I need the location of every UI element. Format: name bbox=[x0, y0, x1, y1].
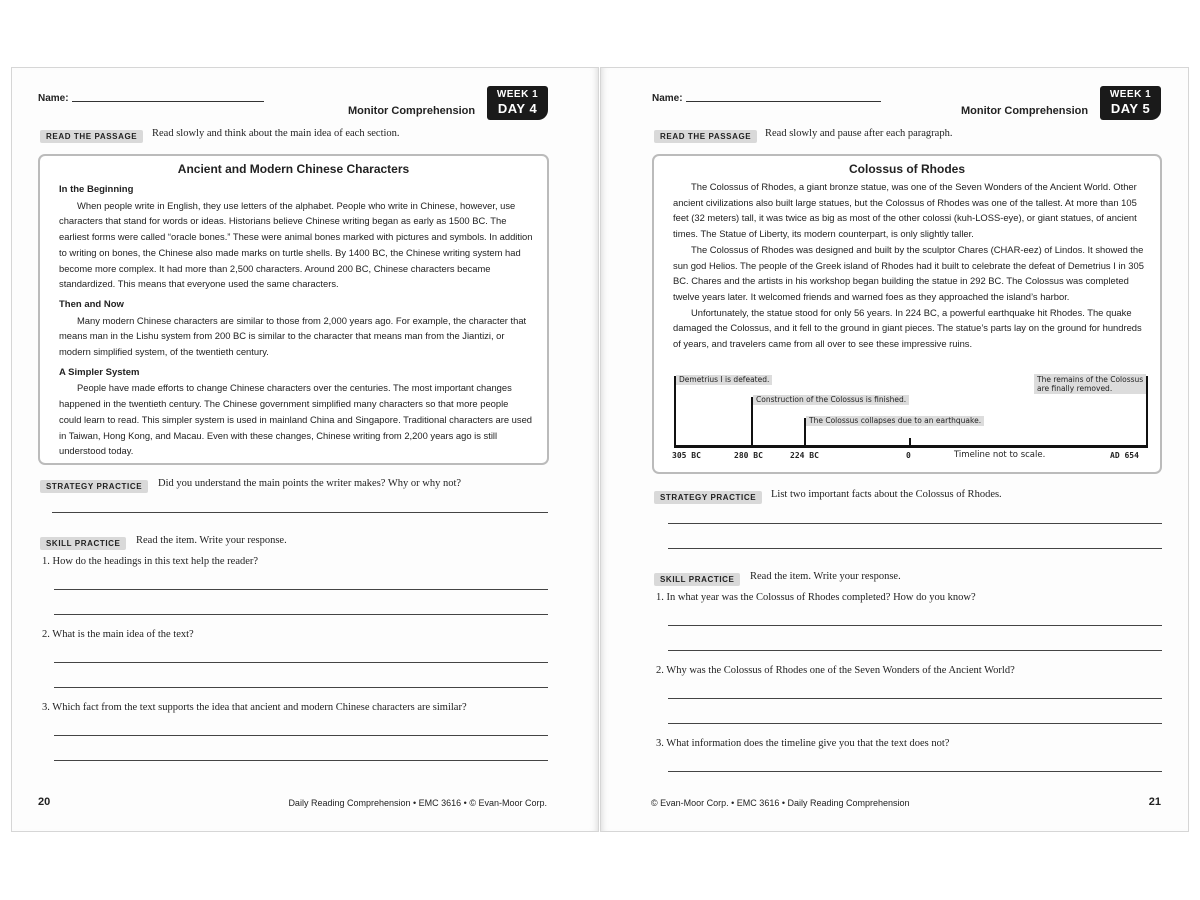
right-page bbox=[600, 67, 1189, 832]
timeline bbox=[674, 370, 1148, 462]
read-instructions: Read slowly and pause after each paragraph. bbox=[765, 128, 953, 139]
question-2: 2. What is the main idea of the text? bbox=[42, 629, 194, 640]
answer-line[interactable] bbox=[54, 662, 548, 663]
answer-line[interactable] bbox=[54, 589, 548, 590]
question-2: 2. Why was the Colossus of Rhodes one of the Seven Wonders of the Ancient World? bbox=[656, 665, 1015, 676]
answer-line[interactable] bbox=[668, 698, 1162, 699]
section-heading: Then and Now bbox=[59, 298, 124, 310]
strategy-practice-pill: STRATEGY PRACTICE bbox=[654, 491, 762, 504]
strategy-question: Did you understand the main points the writer makes? Why or why not? bbox=[158, 478, 462, 489]
answer-line[interactable] bbox=[668, 723, 1162, 724]
timeline-event-3: The Colossus collapses due to an earthquake. bbox=[806, 416, 984, 426]
section-paragraph: Many modern Chinese characters are similar to those from 2,000 years ago. For example, the character that means man in the Lishu system from 200 BC is similar to the character that means man from the Jiantizi, or modern simplified system, of the twentieth century. bbox=[59, 314, 527, 358]
timeline-event-1: Demetrius I is defeated. bbox=[676, 375, 772, 385]
passage-title: Ancient and Modern Chinese Characters bbox=[177, 162, 410, 176]
page-number: 21 bbox=[1148, 796, 1161, 808]
answer-line[interactable] bbox=[668, 650, 1162, 651]
name-label: Name: bbox=[652, 93, 683, 104]
timeline-axis bbox=[674, 445, 1148, 448]
timeline-marker bbox=[674, 376, 676, 446]
name-label: Name: bbox=[38, 93, 69, 104]
answer-line[interactable] bbox=[52, 512, 548, 513]
footer-text: Daily Reading Comprehension • EMC 3616 • © Evan-Moor Corp. bbox=[288, 798, 547, 808]
answer-line[interactable] bbox=[668, 523, 1162, 524]
passage-paragraph: The Colossus of Rhodes, a giant bronze statue, was one of the Seven Wonders of the Ancient World. Other ancient civilizations also built large statues, but the Colossus of Rhodes was one of the tallest. At more than 105 feet (32 meters) tall, it was twice as big as most of the other colossi (kuh-LOSS-eye), or giant statues, of ancient times. The Statue of Liberty, its modern counterpart, is only slightly taller. bbox=[673, 181, 1137, 240]
read-passage-pill: READ THE PASSAGE bbox=[40, 130, 143, 143]
answer-line[interactable] bbox=[54, 760, 548, 761]
timeline-tick-label: 224 BC bbox=[790, 451, 819, 460]
left-page bbox=[11, 67, 599, 832]
strategy-question: List two important facts about the Colossus of Rhodes. bbox=[771, 489, 1002, 500]
passage-box bbox=[38, 154, 549, 465]
timeline-tick-label: AD 654 bbox=[1110, 451, 1139, 460]
question-3: 3. What information does the timeline give you that the text does not? bbox=[656, 738, 950, 749]
timeline-marker bbox=[909, 438, 911, 446]
week-day-tab bbox=[1100, 86, 1161, 120]
timeline-tick-label: 280 BC bbox=[734, 451, 763, 460]
week-label: WEEK 1 bbox=[1109, 89, 1152, 100]
page-number: 20 bbox=[38, 796, 51, 808]
skill-instructions: Read the item. Write your response. bbox=[136, 535, 287, 546]
section-paragraph: People have made efforts to change Chinese characters over the centuries. The most important changes happened in the twentieth century. The Chinese government simplified many characters so that more people could learn to read. This simpler system is used in mainland China and Singapore. Traditional characters are used in Taiwan, Hong Kong, and Macau. Even with these changes, Chinese writing from 2,200 years ago is still understood today. bbox=[59, 382, 532, 457]
question-3: 3. Which fact from the text supports the idea that ancient and modern Chinese characters are similar? bbox=[42, 702, 467, 713]
passage-paragraph: Unfortunately, the statue stood for only 56 years. In 224 BC, a powerful earthquake hit Rhodes. The quake damaged the Colossus, and it fell to the ground in giant pieces. The statue’s parts lay on the ground for hundreds of years, and travelers came from all over to see these impressive ruins. bbox=[673, 306, 1142, 350]
week-label: WEEK 1 bbox=[496, 89, 539, 100]
header-title: Monitor Comprehension bbox=[961, 105, 1089, 117]
answer-line[interactable] bbox=[668, 548, 1162, 549]
section-heading: In the Beginning bbox=[59, 184, 134, 195]
read-instructions: Read slowly and think about the main idea of each section. bbox=[152, 128, 400, 139]
question-1: 1. How do the headings in this text help the reader? bbox=[42, 556, 259, 567]
passage-body bbox=[40, 176, 547, 459]
answer-line[interactable] bbox=[54, 614, 548, 615]
passage-title: Colossus of Rhodes bbox=[848, 162, 965, 176]
passage-body bbox=[654, 176, 1160, 352]
read-passage-pill: READ THE PASSAGE bbox=[654, 130, 757, 143]
skill-practice-pill: SKILL PRACTICE bbox=[40, 537, 126, 550]
answer-line[interactable] bbox=[54, 735, 548, 736]
skill-practice-pill: SKILL PRACTICE bbox=[654, 573, 740, 586]
header-title: Monitor Comprehension bbox=[348, 105, 476, 117]
timeline-event-4: The remains of the Colossus are finally removed. bbox=[1034, 374, 1146, 394]
name-field-line[interactable] bbox=[686, 101, 881, 102]
name-field-line[interactable] bbox=[72, 101, 264, 102]
strategy-practice-pill: STRATEGY PRACTICE bbox=[40, 480, 148, 493]
passage-paragraph: The Colossus of Rhodes was designed and built by the sculptor Chares (CHAR-eez) of Lindos. It showed the sun god Helios. The people of the Greek island of Rhodes had it built to celebrate the defeat of Demetrius I in 305 BC. Chares and the artists in his workshop began building the statue in 292 BC. The Colossus was completed twelve years later. It welcomed friends and warned foes as they approached the island’s harbor. bbox=[673, 243, 1144, 302]
footer-text: © Evan-Moor Corp. • EMC 3616 • Daily Reading Comprehension bbox=[651, 798, 910, 808]
timeline-event-2: Construction of the Colossus is finished. bbox=[753, 395, 909, 405]
section-paragraph: When people write in English, they use letters of the alphabet. People who write in Chinese, however, use characters that stand for words or ideas. Historians believe Chinese writing began as early as 1500 BC. The earliest forms were called “oracle bones.” These were animal bones marked with pictures and symbols. In addition to writing on bones, the Chinese also made marks on turtle shells. By 1400 BC, the Chinese writing system had become more complex. It had more than 2,500 characters. Around 200 BC, Chinese characters became standardized. This means that everyone used the same characters. bbox=[59, 199, 533, 290]
timeline-note: Timeline not to scale. bbox=[954, 450, 1046, 460]
answer-line[interactable] bbox=[668, 771, 1162, 772]
skill-instructions: Read the item. Write your response. bbox=[750, 571, 901, 582]
passage-box bbox=[652, 154, 1162, 474]
timeline-tick-label: 305 BC bbox=[672, 451, 701, 460]
answer-line[interactable] bbox=[668, 625, 1162, 626]
answer-line[interactable] bbox=[54, 687, 548, 688]
day-label: DAY 4 bbox=[497, 101, 538, 116]
question-1: 1. In what year was the Colossus of Rhodes completed? How do you know? bbox=[656, 592, 976, 603]
day-label: DAY 5 bbox=[1110, 101, 1151, 116]
section-heading: A Simpler System bbox=[59, 366, 140, 378]
timeline-tick-label: 0 bbox=[906, 451, 911, 460]
timeline-marker bbox=[1146, 376, 1148, 446]
week-day-tab bbox=[487, 86, 548, 120]
